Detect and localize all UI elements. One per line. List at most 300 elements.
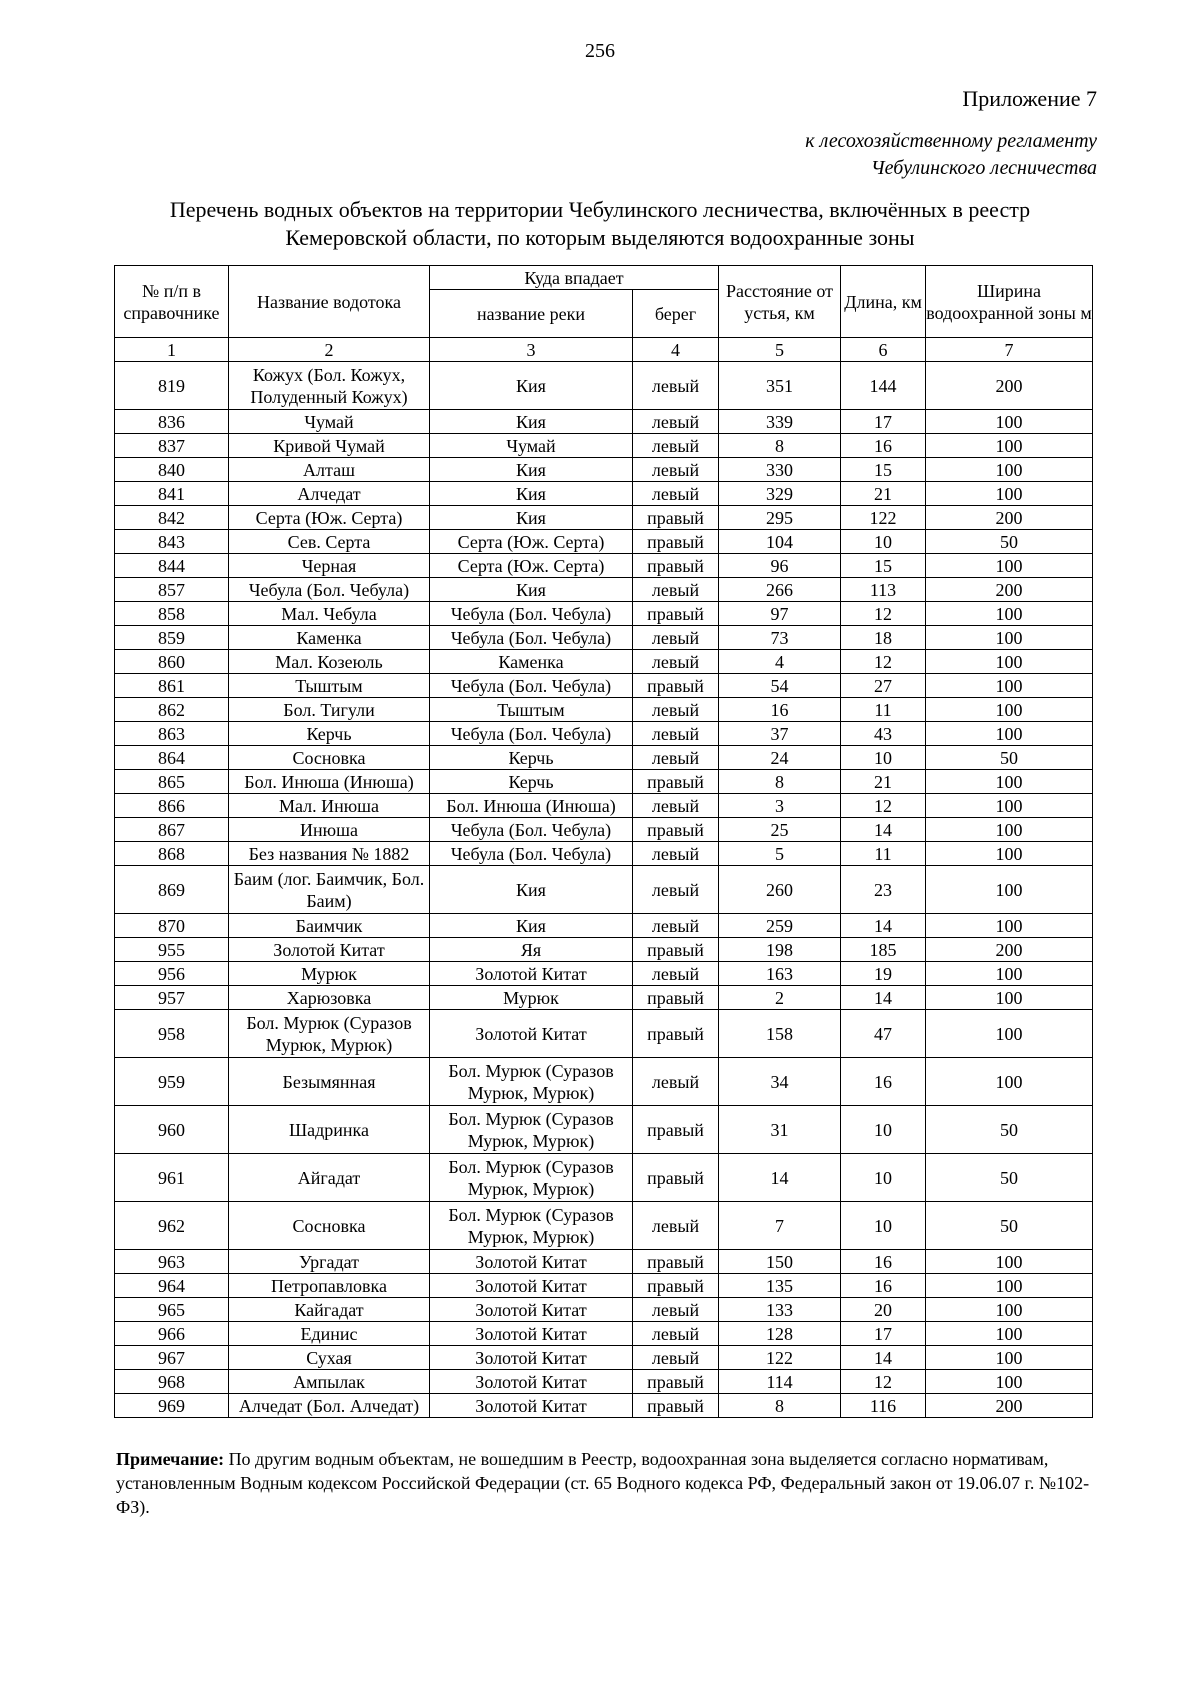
appendix-subtitle [805,128,1097,182]
cell-river: Кия [430,482,633,506]
cell-distance: 5 [719,842,841,866]
cell-width: 50 [926,530,1093,554]
cell-bank: левый [633,1058,719,1106]
cell-name: Мал. Инюша [229,794,430,818]
cell-number: 969 [115,1394,229,1418]
cell-width: 100 [926,1250,1093,1274]
cell-number: 864 [115,746,229,770]
cell-distance: 14 [719,1154,841,1202]
table-row [115,578,1093,602]
cell-length: 185 [841,938,926,962]
table-row [115,602,1093,626]
cell-distance: 158 [719,1010,841,1058]
cell-name: Сев. Серта [229,530,430,554]
cell-distance: 24 [719,746,841,770]
cell-width: 100 [926,554,1093,578]
cell-river: Золотой Китат [430,1370,633,1394]
index-cell: 5 [719,338,841,362]
cell-number: 860 [115,650,229,674]
table-row [115,866,1093,914]
table-row [115,794,1093,818]
cell-width: 100 [926,626,1093,650]
index-cell: 3 [430,338,633,362]
cell-length: 12 [841,794,926,818]
index-cell: 2 [229,338,430,362]
table-row [115,914,1093,938]
cell-length: 14 [841,986,926,1010]
cell-bank: правый [633,602,719,626]
cell-length: 14 [841,818,926,842]
title-line-2: Кемеровской области, по которым выделяются водоохранные зоны [285,225,915,250]
cell-name: Золотой Китат [229,938,430,962]
cell-number: 844 [115,554,229,578]
cell-bank: левый [633,842,719,866]
cell-number: 863 [115,722,229,746]
cell-name: Алчедат [229,482,430,506]
cell-name: Бол. Мурюк (Суразов Мурюк, Мурюк) [229,1010,430,1058]
cell-distance: 3 [719,794,841,818]
cell-river: Чебула (Бол. Чебула) [430,626,633,650]
cell-river: Бол. Инюша (Инюша) [430,794,633,818]
title-line-1: Перечень водных объектов на территории Чебулинского лесничества, включённых в реестр [169,197,1031,222]
cell-river: Яя [430,938,633,962]
cell-name: Баим (лог. Баимчик, Бол. Баим) [229,866,430,914]
cell-name: Сосновка [229,746,430,770]
table-row [115,458,1093,482]
cell-river: Бол. Мурюк (Суразов Мурюк, Мурюк) [430,1154,633,1202]
cell-name: Серта (Юж. Серта) [229,506,430,530]
cell-bank: левый [633,914,719,938]
cell-width: 200 [926,1394,1093,1418]
cell-bank: левый [633,482,719,506]
cell-distance: 16 [719,698,841,722]
cell-number: 958 [115,1010,229,1058]
cell-number: 837 [115,434,229,458]
cell-name: Сосновка [229,1202,430,1250]
cell-number: 840 [115,458,229,482]
header-distance: Расстояние от устья, км [719,266,841,338]
cell-river: Золотой Китат [430,1346,633,1370]
cell-river: Серта (Юж. Серта) [430,530,633,554]
cell-width: 100 [926,434,1093,458]
header-number: № п/п в справочнике [115,266,229,338]
cell-number: 956 [115,962,229,986]
cell-length: 17 [841,410,926,434]
table-row [115,698,1093,722]
table-row [115,1322,1093,1346]
cell-name: Мал. Чебула [229,602,430,626]
cell-distance: 54 [719,674,841,698]
cell-number: 841 [115,482,229,506]
cell-river: Чебула (Бол. Чебула) [430,722,633,746]
cell-length: 11 [841,698,926,722]
cell-number: 836 [115,410,229,434]
cell-length: 122 [841,506,926,530]
cell-width: 200 [926,362,1093,410]
cell-distance: 259 [719,914,841,938]
cell-name: Баимчик [229,914,430,938]
cell-river: Кия [430,506,633,530]
cell-length: 47 [841,1010,926,1058]
cell-name: Петропавловка [229,1274,430,1298]
index-cell: 6 [841,338,926,362]
table-row [115,1058,1093,1106]
cell-distance: 128 [719,1322,841,1346]
table-row [115,1202,1093,1250]
cell-length: 12 [841,650,926,674]
cell-distance: 266 [719,578,841,602]
cell-river: Золотой Китат [430,1010,633,1058]
cell-bank: левый [633,410,719,434]
cell-name: Бол. Инюша (Инюша) [229,770,430,794]
table-row [115,410,1093,434]
cell-number: 962 [115,1202,229,1250]
cell-bank: правый [633,938,719,962]
cell-number: 965 [115,1298,229,1322]
cell-length: 16 [841,1274,926,1298]
cell-width: 100 [926,1322,1093,1346]
cell-name: Единис [229,1322,430,1346]
cell-length: 43 [841,722,926,746]
cell-distance: 4 [719,650,841,674]
table-row [115,818,1093,842]
table-row [115,1370,1093,1394]
table-row [115,506,1093,530]
cell-width: 100 [926,698,1093,722]
cell-length: 23 [841,866,926,914]
cell-bank: правый [633,554,719,578]
cell-river: Кия [430,458,633,482]
cell-length: 116 [841,1394,926,1418]
cell-distance: 122 [719,1346,841,1370]
cell-distance: 97 [719,602,841,626]
cell-name: Кайгадат [229,1298,430,1322]
table-row [115,434,1093,458]
cell-width: 50 [926,746,1093,770]
cell-name: Тыштым [229,674,430,698]
cell-width: 100 [926,602,1093,626]
cell-length: 20 [841,1298,926,1322]
cell-width: 100 [926,410,1093,434]
header-name: Название водотока [229,266,430,338]
cell-bank: левый [633,362,719,410]
cell-length: 10 [841,1202,926,1250]
table-row [115,1010,1093,1058]
cell-bank: левый [633,1202,719,1250]
cell-width: 100 [926,674,1093,698]
cell-length: 144 [841,362,926,410]
cell-bank: правый [633,1274,719,1298]
cell-width: 100 [926,794,1093,818]
table-row [115,1106,1093,1154]
cell-bank: левый [633,434,719,458]
cell-river: Золотой Китат [430,1250,633,1274]
cell-distance: 260 [719,866,841,914]
cell-length: 14 [841,1346,926,1370]
cell-name: Сухая [229,1346,430,1370]
cell-distance: 339 [719,410,841,434]
cell-bank: правый [633,530,719,554]
cell-distance: 163 [719,962,841,986]
cell-distance: 96 [719,554,841,578]
table-header [115,266,1093,362]
cell-bank: правый [633,1154,719,1202]
cell-name: Инюша [229,818,430,842]
cell-distance: 8 [719,434,841,458]
cell-length: 17 [841,1322,926,1346]
cell-name: Керчь [229,722,430,746]
cell-number: 862 [115,698,229,722]
cell-width: 100 [926,770,1093,794]
index-cell: 7 [926,338,1093,362]
page-number: 256 [585,40,615,62]
header-bank: берег [633,290,719,338]
table-row [115,362,1093,410]
cell-distance: 8 [719,770,841,794]
table-row [115,674,1093,698]
cell-distance: 330 [719,458,841,482]
cell-river: Бол. Мурюк (Суразов Мурюк, Мурюк) [430,1202,633,1250]
cell-length: 10 [841,530,926,554]
cell-number: 967 [115,1346,229,1370]
header-length: Длина, км [841,266,926,338]
cell-length: 15 [841,458,926,482]
cell-river: Тыштым [430,698,633,722]
cell-bank: правый [633,986,719,1010]
cell-number: 968 [115,1370,229,1394]
cell-number: 869 [115,866,229,914]
table-row [115,530,1093,554]
cell-number: 819 [115,362,229,410]
cell-river: Чебула (Бол. Чебула) [430,674,633,698]
table-row [115,1394,1093,1418]
cell-distance: 8 [719,1394,841,1418]
cell-width: 100 [926,986,1093,1010]
cell-length: 10 [841,1106,926,1154]
cell-name: Харюзовка [229,986,430,1010]
cell-river: Чебула (Бол. Чебула) [430,842,633,866]
cell-number: 867 [115,818,229,842]
cell-name: Алчедат (Бол. Алчедат) [229,1394,430,1418]
cell-number: 868 [115,842,229,866]
cell-number: 957 [115,986,229,1010]
cell-name: Без названия № 1882 [229,842,430,866]
cell-length: 11 [841,842,926,866]
cell-bank: правый [633,818,719,842]
cell-bank: правый [633,1370,719,1394]
cell-length: 10 [841,746,926,770]
appendix-label: Приложение 7 [962,86,1097,111]
cell-number: 963 [115,1250,229,1274]
cell-river: Керчь [430,770,633,794]
index-cell: 1 [115,338,229,362]
cell-bank: левый [633,650,719,674]
cell-number: 964 [115,1274,229,1298]
cell-width: 100 [926,1058,1093,1106]
cell-bank: левый [633,578,719,602]
cell-length: 12 [841,1370,926,1394]
table-body [115,362,1093,1418]
cell-number: 858 [115,602,229,626]
cell-bank: правый [633,1106,719,1154]
cell-name: Бол. Тигули [229,698,430,722]
subtitle-line-1: к лесохозяйственному регламенту [805,130,1097,152]
cell-distance: 34 [719,1058,841,1106]
cell-bank: левый [633,722,719,746]
cell-width: 50 [926,1106,1093,1154]
cell-number: 955 [115,938,229,962]
document-title [100,196,1100,252]
cell-width: 50 [926,1202,1093,1250]
cell-number: 859 [115,626,229,650]
table-row [115,938,1093,962]
cell-number: 960 [115,1106,229,1154]
cell-width: 100 [926,914,1093,938]
cell-bank: правый [633,1394,719,1418]
cell-width: 100 [926,1370,1093,1394]
cell-river: Чебула (Бол. Чебула) [430,602,633,626]
cell-bank: правый [633,674,719,698]
cell-length: 113 [841,578,926,602]
table-row [115,962,1093,986]
header-zone-width: Ширина водоохранной зоны м [926,266,1093,338]
cell-distance: 31 [719,1106,841,1154]
cell-river: Чумай [430,434,633,458]
cell-number: 861 [115,674,229,698]
cell-number: 870 [115,914,229,938]
cell-number: 966 [115,1322,229,1346]
cell-name: Шадринка [229,1106,430,1154]
cell-river: Кия [430,362,633,410]
cell-width: 100 [926,866,1093,914]
table-row [115,1250,1093,1274]
cell-length: 12 [841,602,926,626]
table-row [115,1298,1093,1322]
table-row [115,1154,1093,1202]
cell-river: Золотой Китат [430,1322,633,1346]
cell-width: 50 [926,1154,1093,1202]
cell-number: 866 [115,794,229,818]
cell-river: Кия [430,410,633,434]
cell-length: 19 [841,962,926,986]
header-river: название реки [430,290,633,338]
cell-distance: 150 [719,1250,841,1274]
cell-name: Алташ [229,458,430,482]
cell-distance: 135 [719,1274,841,1298]
footnote-label: Примечание: [116,1449,225,1469]
cell-bank: правый [633,1250,719,1274]
table-row [115,482,1093,506]
cell-length: 15 [841,554,926,578]
cell-river: Золотой Китат [430,1274,633,1298]
table-row [115,986,1093,1010]
table-row [115,1346,1093,1370]
cell-length: 18 [841,626,926,650]
cell-width: 100 [926,962,1093,986]
cell-distance: 2 [719,986,841,1010]
cell-river: Мурюк [430,986,633,1010]
cell-width: 100 [926,818,1093,842]
cell-width: 100 [926,650,1093,674]
cell-river: Кия [430,866,633,914]
cell-length: 27 [841,674,926,698]
cell-river: Бол. Мурюк (Суразов Мурюк, Мурюк) [430,1106,633,1154]
cell-width: 200 [926,506,1093,530]
cell-width: 100 [926,1010,1093,1058]
cell-river: Золотой Китат [430,962,633,986]
cell-distance: 295 [719,506,841,530]
cell-distance: 104 [719,530,841,554]
cell-name: Каменка [229,626,430,650]
cell-bank: правый [633,506,719,530]
index-row [115,338,1093,362]
footnote [116,1447,1096,1519]
cell-number: 961 [115,1154,229,1202]
cell-width: 100 [926,722,1093,746]
cell-length: 16 [841,1250,926,1274]
cell-name: Мурюк [229,962,430,986]
cell-bank: левый [633,698,719,722]
cell-name: Чебула (Бол. Чебула) [229,578,430,602]
cell-name: Мал. Козеюль [229,650,430,674]
table-row [115,770,1093,794]
cell-distance: 329 [719,482,841,506]
cell-number: 843 [115,530,229,554]
water-bodies-table [114,265,1093,1418]
cell-length: 16 [841,434,926,458]
table-row [115,554,1093,578]
cell-distance: 73 [719,626,841,650]
cell-bank: левый [633,1322,719,1346]
cell-width: 200 [926,938,1093,962]
cell-name: Кривой Чумай [229,434,430,458]
table-row [115,722,1093,746]
cell-distance: 114 [719,1370,841,1394]
cell-distance: 7 [719,1202,841,1250]
cell-river: Серта (Юж. Серта) [430,554,633,578]
cell-name: Ампылак [229,1370,430,1394]
header-flows-into: Куда впадает [430,266,719,290]
cell-river: Бол. Мурюк (Суразов Мурюк, Мурюк) [430,1058,633,1106]
footnote-text: По другим водным объектам, не вошедшим в Реестр, водоохранная зона выделяется согласно нормативам, установленным Водным кодексом Российской Федерации (ст. 65 Водного кодекса РФ, Федеральный закон от 19.06.07 г. №102-ФЗ). [116,1449,1090,1517]
cell-river: Кия [430,914,633,938]
cell-name: Айгадат [229,1154,430,1202]
cell-river: Керчь [430,746,633,770]
subtitle-line-2: Чебулинского лесничества [870,157,1097,179]
cell-bank: левый [633,1298,719,1322]
cell-length: 14 [841,914,926,938]
cell-river: Кия [430,578,633,602]
cell-length: 16 [841,1058,926,1106]
table-row [115,626,1093,650]
cell-distance: 37 [719,722,841,746]
cell-bank: правый [633,1010,719,1058]
table-row [115,1274,1093,1298]
cell-bank: левый [633,794,719,818]
cell-number: 865 [115,770,229,794]
cell-river: Золотой Китат [430,1394,633,1418]
cell-distance: 25 [719,818,841,842]
cell-name: Черная [229,554,430,578]
table-row [115,842,1093,866]
cell-width: 200 [926,578,1093,602]
cell-name: Чумай [229,410,430,434]
table-row [115,746,1093,770]
cell-width: 100 [926,1298,1093,1322]
cell-distance: 198 [719,938,841,962]
cell-bank: левый [633,962,719,986]
cell-length: 10 [841,1154,926,1202]
